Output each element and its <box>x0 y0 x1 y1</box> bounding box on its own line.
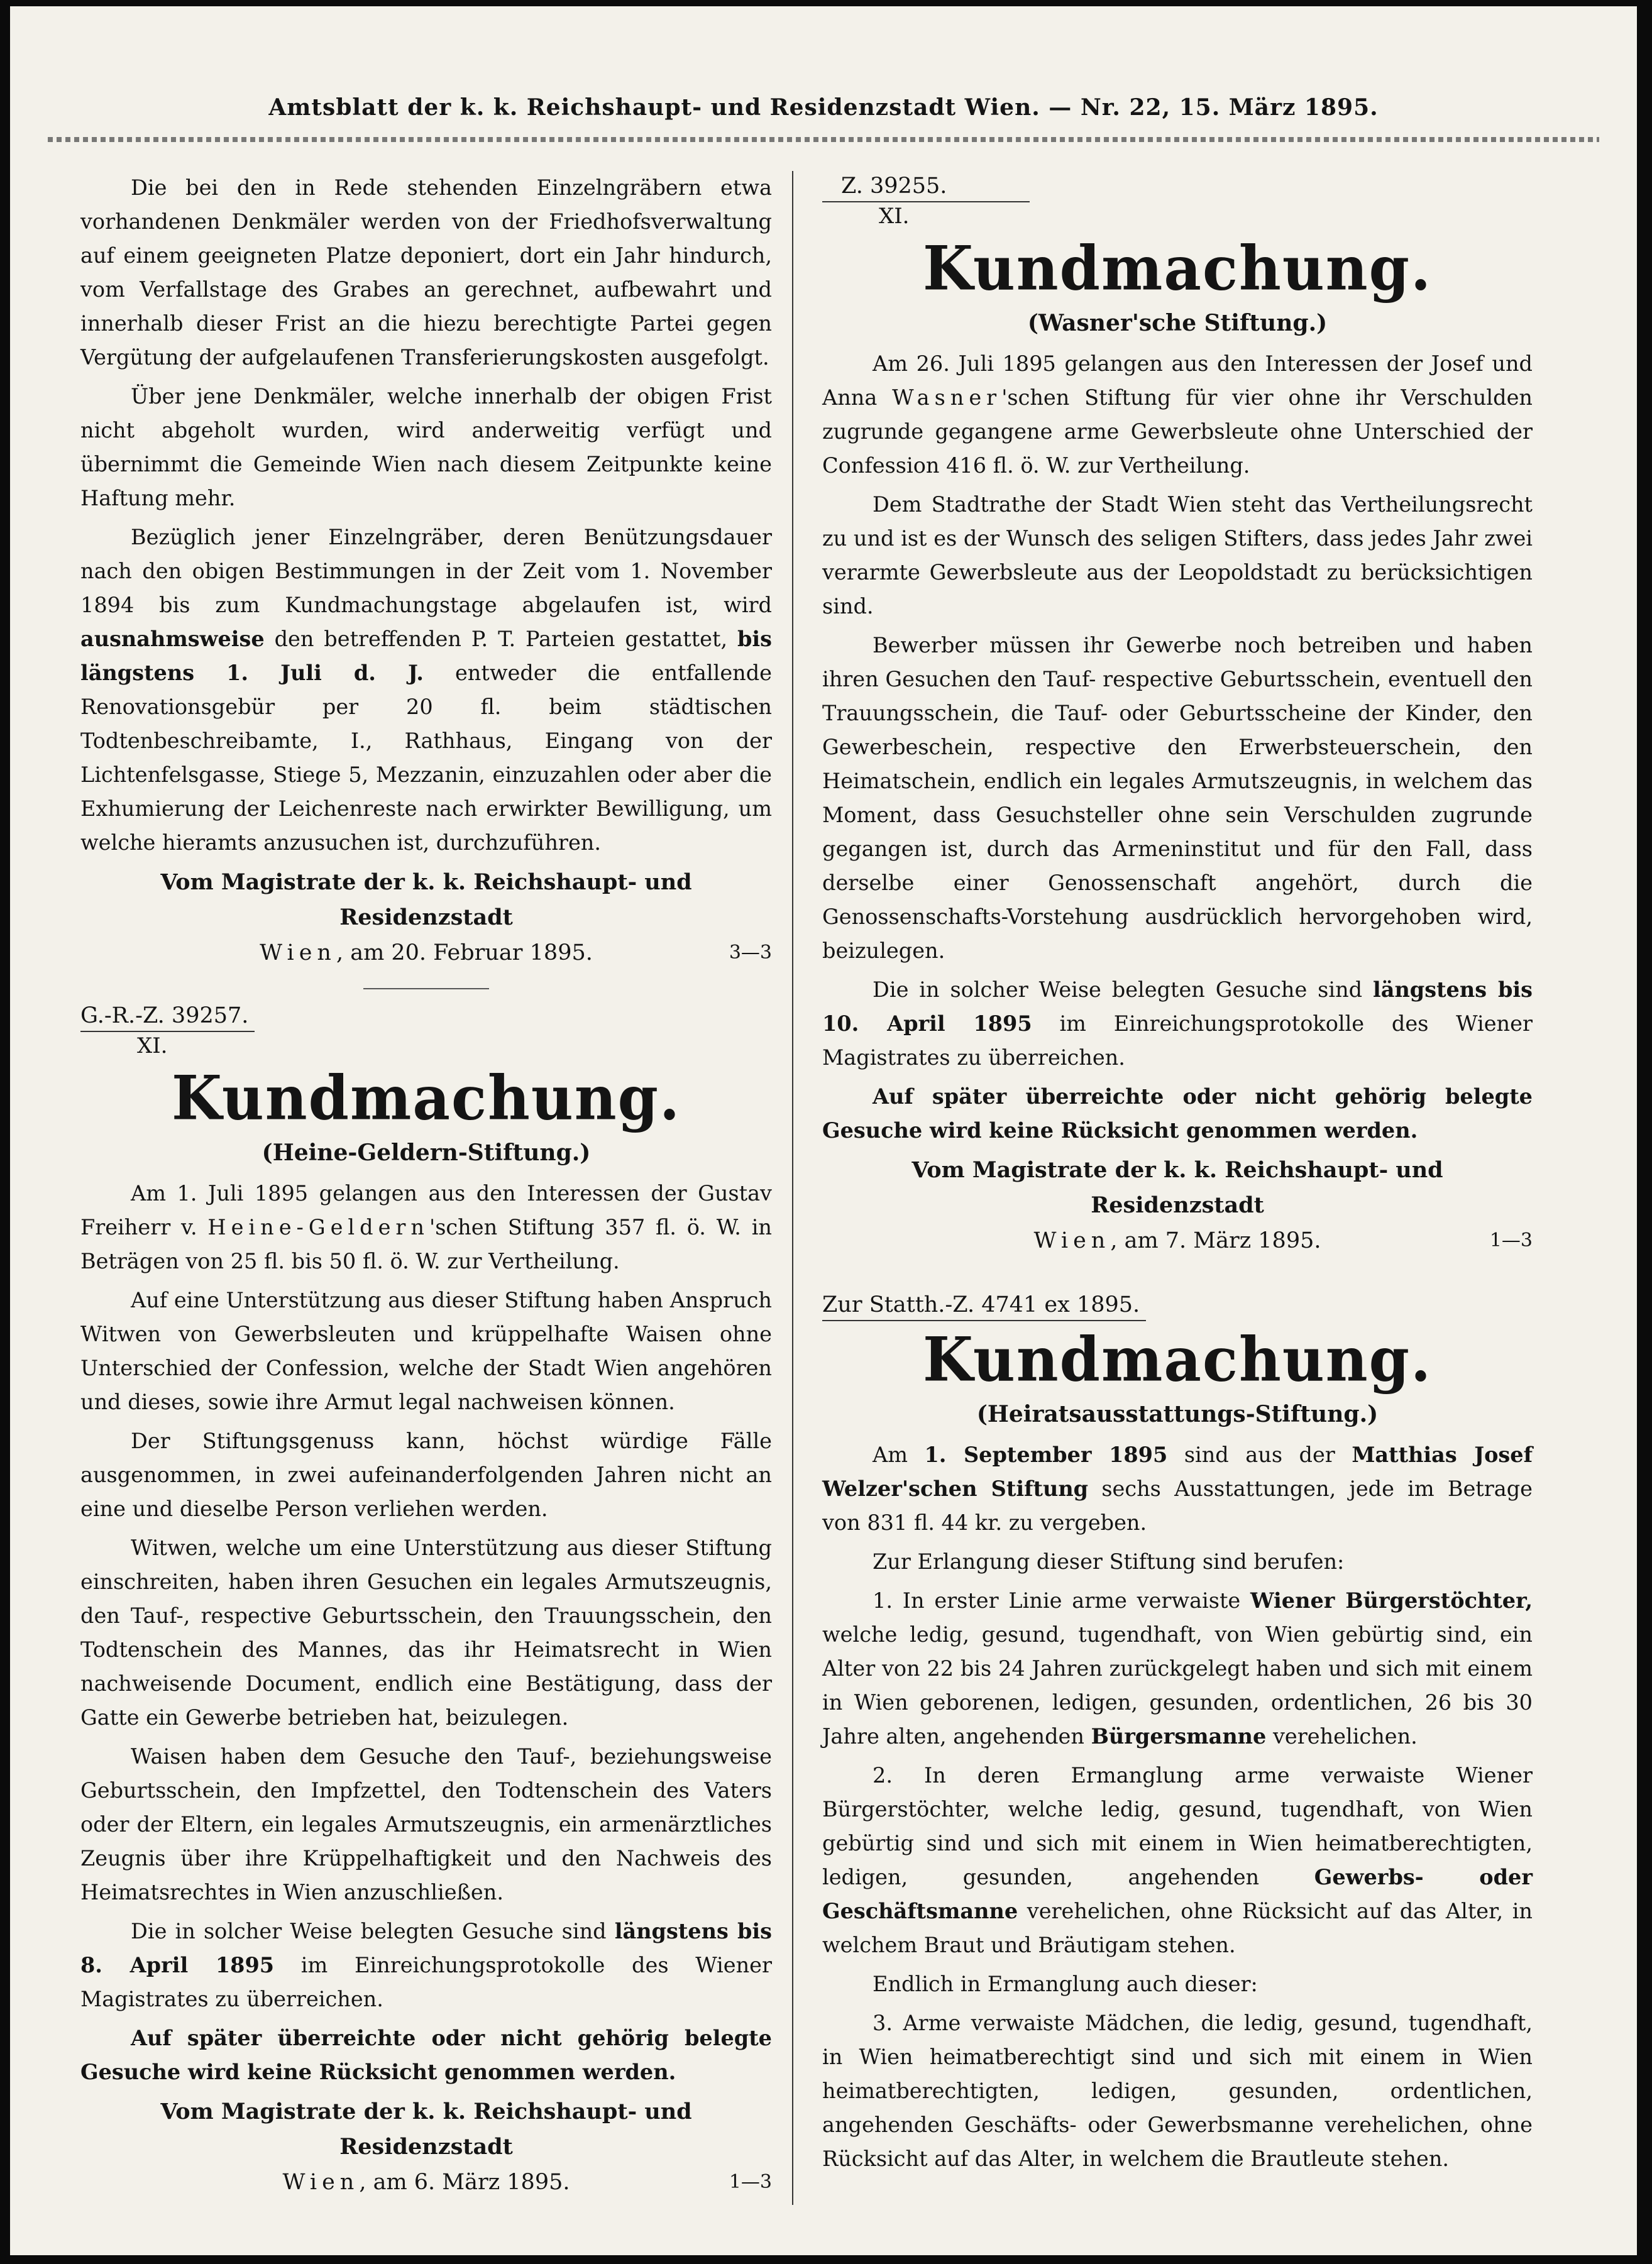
separator <box>363 988 489 989</box>
column-divider <box>792 171 793 2205</box>
text-run: den betreffenden P. T. Parteien gestattet, <box>264 627 737 651</box>
text-run: Am 26. Juli 1895 gelangen aus den Interessen der Josef und Anna <box>822 351 1533 410</box>
issue-count: 1—3 <box>1489 1229 1533 1251</box>
bold-text: längstens bis 10. April 1895 <box>822 977 1533 1036</box>
issue-count: 3—3 <box>729 942 772 964</box>
notice-subtitle: (Heiratsausstattungs-Stiftung.) <box>976 1401 1379 1427</box>
name-spaced: Wasner <box>892 385 1002 410</box>
text-run: Die in solcher Weise belegten Gesuche sind <box>131 1919 615 1943</box>
left-column <box>80 171 772 2200</box>
text-run: 'schen Stiftung 357 fl. ö. W. in Beträgen von 25 fl. bis 50 fl. ö. W. zur Vertheilung. <box>80 1215 772 1273</box>
dateline <box>80 935 772 970</box>
text-run: Die in solcher Weise belegten Gesuche sind <box>873 977 1374 1002</box>
text-run: Am <box>873 1442 925 1467</box>
bold-text: Wiener Bürgerstöchter, <box>1250 1588 1533 1613</box>
text-run: 1. In erster Linie arme verwaiste <box>873 1588 1251 1613</box>
reference-number: Z. 39255. <box>822 171 1030 202</box>
paragraph <box>80 1915 772 2016</box>
paragraph: Bewerber müssen ihr Gewerbe noch betreiben und haben ihren Gesuchen den Tauf- respective Geburtsschein, eventuell den Trauungsschein, die Tauf- oder Geburtsscheine der Kinder, den Gewerbeschein, respective den Erwerbsteuerschein, den Heimatschein, endlich ein legales Armutszeugnis, in welchem das Moment, dass Gesuchsteller ohne sein Verschulden zugrunde gegangen ist, durch das Armeninstitut und für den Fall, dass derselbe einer Genossenschaft angehört, durch die Genossenschafts-Vorstehung ausdrücklich hervorgehoben wird, beizulegen. <box>822 633 1533 963</box>
notice-subtitle: (Heine-Geldern-Stiftung.) <box>262 1140 591 1166</box>
text-run: im Einreichungsprotokolle des Wiener Magistrates zu überreichen. <box>80 1953 772 2011</box>
bold-text: bis längstens 1. Juli d. J. <box>80 627 772 685</box>
dateline <box>80 2165 772 2200</box>
list-item <box>822 1759 1533 1962</box>
reference-number: Zur Statth.-Z. 4741 ex 1895. <box>822 1290 1146 1321</box>
list-item: 3. Arme verwaiste Mädchen, die ledig, gesund, tugendhaft, in Wien heimatberechtigt sind und sich mit einem in Wien heimatberechtigten, ledigen, gesunden, ordentlichen, angehenden Geschäfts- oder Gewerbsmanne verehelichen, ohne Rücksicht auf das Alter, in welchem die Brautleute stehen. <box>822 2011 1533 2171</box>
paragraph: Endlich in Ermanglung auch dieser: <box>873 1972 1258 1996</box>
right-column <box>822 171 1533 2181</box>
date-city: Wien <box>1033 1228 1111 1253</box>
paragraph-bold: Auf später überreichte oder nicht gehörig belegte Gesuche wird keine Rücksicht genommen werden. <box>822 1084 1533 1143</box>
text-run: entweder die entfallende Renovationsgebür per 20 fl. beim städtischen Todtenbeschreibamte, I., Rathhaus, Eingang von der Lichtenfelsgasse, Stiege 5, Mezzanin, einzuzahlen oder aber die Exhumierung der Leichenreste nach erwirkter Bewilligung, um welche hieramts anzusuchen ist, durchzuführen. <box>80 661 772 855</box>
bold-text: Gewerbs- oder Geschäftsmanne <box>822 1865 1533 1923</box>
paragraph: Der Stiftungsgenuss kann, höchst würdige Fälle ausgenommen, in zwei aufeinanderfolgenden Jahren nicht an eine und dieselbe Person verliehen werden. <box>80 1429 772 1521</box>
date-city: Wien <box>282 2170 360 2195</box>
notice-title: Kundmachung. <box>922 233 1433 304</box>
bold-text: Bürgersmanne <box>1091 1724 1267 1749</box>
paragraph: Die bei den in Rede stehenden Einzelngräbern etwa vorhandenen Denkmäler werden von der Friedhofsverwaltung auf einem geeigneten Platze deponiert, dort ein Jahr hindurch, vom Verfallstage des Grabes an gerechnet, aufbewahrt und innerhalb dieser Frist an die hiezu berechtigte Partei gegen Vergütung der aufgelaufenen Transferierungskosten ausgefolgt. <box>80 175 772 370</box>
spacer <box>822 1258 1533 1290</box>
text-run: verehelichen, ohne Rücksicht auf das Alter, in welchem Braut und Bräutigam stehen. <box>822 1899 1533 1957</box>
paragraph <box>822 973 1533 1075</box>
text-run: im Einreichungsprotokolle des Wiener Magistrates zu überreichen. <box>822 1011 1533 1070</box>
header-rule <box>48 137 1599 142</box>
paragraph: Waisen haben dem Gesuche den Tauf-, beziehungsweise Geburtsschein, den Impfzettel, den Todtenschein des Vaters oder der Eltern, ein legales Armutszeugnis, ein armenärztliches Zeugnis über ihre Krüppelhaftigkeit und den Nachweis des Heimatsrechtes in Wien anzuschließen. <box>80 1744 772 1904</box>
text-run: Bezüglich jener Einzelngräber, deren Benützungsdauer nach den obigen Bestimmungen in der Zeit vom 1. November 1894 bis zum Kundmachungstage abgelaufen ist, wird <box>80 525 772 617</box>
notice-wasner <box>822 171 1533 1258</box>
paragraph: Zur Erlangung dieser Stiftung sind berufen: <box>873 1549 1345 1574</box>
text-run: sechs Ausstattungen, jede im Betrage von 831 fl. 44 kr. zu vergeben. <box>822 1476 1533 1535</box>
date-text: , am 20. Februar 1895. <box>336 940 593 965</box>
paragraph: Über jene Denkmäler, welche innerhalb der obigen Frist nicht abgeholt wurden, wird anderweitig verfügt und übernimmt die Gemeinde Wien nach diesem Zeitpunkte keine Haftung mehr. <box>80 384 772 510</box>
text-run: 2. In deren Ermanglung arme verwaiste Wiener Bürgerstöchter, welche ledig, gesund, tugendhaft, von Wien gebürtig sind und sich mit einem in Wien heimatberechtigten, ledigen, gesunden, angehenden <box>822 1763 1533 1889</box>
document-page <box>10 6 1637 2255</box>
notice-heiratsausstattung <box>822 1290 1533 2176</box>
paragraph: Witwen, welche um eine Unterstützung aus dieser Stiftung einschreiten, haben ihren Gesuchen ein legales Armutszeugnis, den Tauf-, respective Geburtsschein, den Trauungsschein, den Todtenschein des Mannes, das ihr Heimatsrecht in Wien nachweisende Document, endlich eine Bestätigung, dass der Gatte ein Gewerbe betrieben hat, beizulegen. <box>80 1536 772 1730</box>
notice-subtitle: (Wasner'sche Stiftung.) <box>1027 310 1328 336</box>
paragraph-bold: Auf später überreichte oder nicht gehörig belegte Gesuche wird keine Rücksicht genommen werden. <box>80 2026 772 2084</box>
paragraph <box>80 520 772 860</box>
issue-count: 1—3 <box>729 2171 772 2193</box>
date-text: , am 7. März 1895. <box>1110 1228 1321 1253</box>
reference-number: G.-R.-Z. 39257. <box>80 1001 255 1032</box>
paragraph <box>822 347 1533 483</box>
paragraph: Auf eine Unterstützung aus dieser Stiftung haben Anspruch Witwen von Gewerbsleuten und krüppelhafte Waisen ohne Unterschied der Confession, welche der Stadt Wien angehören und dieses, sowie ihre Armut legal nachweisen können. <box>80 1288 772 1414</box>
bold-text: längstens bis 8. April 1895 <box>80 1919 773 1977</box>
signature: Vom Magistrate der k. k. Reichshaupt- und Residenzstadt <box>160 2099 692 2160</box>
text-run: sind aus der <box>1167 1442 1352 1467</box>
notice-title: Kundmachung. <box>171 1062 681 1134</box>
paragraph <box>80 1177 772 1278</box>
section-number: XI. <box>879 204 910 229</box>
paragraph <box>822 1438 1533 1540</box>
paragraph: Dem Stadtrathe der Stadt Wien steht das Vertheilungsrecht zu und ist es der Wunsch des seligen Stifters, dass jedes Jahr zwei verarmte Gewerbsleute aus der Leopoldstadt zu berücksichtigen sind. <box>822 492 1533 618</box>
text-run: verehelichen. <box>1266 1724 1418 1749</box>
list-item <box>822 1584 1533 1754</box>
date-text: , am 6. März 1895. <box>359 2170 570 2195</box>
page-header: Amtsblatt der k. k. Reichshaupt- und Residenzstadt Wien. — Nr. 22, 15. März 1895. <box>268 94 1379 121</box>
notice-title: Kundmachung. <box>922 1324 1433 1395</box>
dateline <box>822 1223 1533 1258</box>
signature: Vom Magistrate der k. k. Reichshaupt- und Residenzstadt <box>911 1157 1443 1218</box>
notice-heine-geldern <box>80 1001 772 2200</box>
text-run: welche ledig, gesund, tugendhaft, von Wien gebürtig sind, ein Alter von 22 bis 24 Jahren zurückgelegt haben und sich mit einem in Wien geborenen, ledigen, gesunden, ordentlichen, 26 bis 30 Jahre alten, angehenden <box>822 1622 1533 1749</box>
text-run: Am 1. Juli 1895 gelangen aus den Interessen der Gustav Freiherr v. <box>80 1181 772 1239</box>
name-spaced: Heine-Geldern <box>207 1215 429 1239</box>
date-city: Wien <box>260 940 336 965</box>
bold-text: 1. September 1895 <box>924 1442 1168 1467</box>
bold-text: ausnahmsweise <box>80 627 265 651</box>
signature: Vom Magistrate der k. k. Reichshaupt- und Residenzstadt <box>160 869 692 930</box>
bold-text: Matthias Josef Welzer'schen Stiftung <box>822 1442 1533 1501</box>
section-number: XI. <box>137 1033 168 1058</box>
text-run: 'schen Stiftung für vier ohne ihr Verschulden zugrunde gegangene arme Gewerbsleute ohne Unterschied der Confession 416 fl. ö. W. zur Vertheilung. <box>822 385 1533 478</box>
